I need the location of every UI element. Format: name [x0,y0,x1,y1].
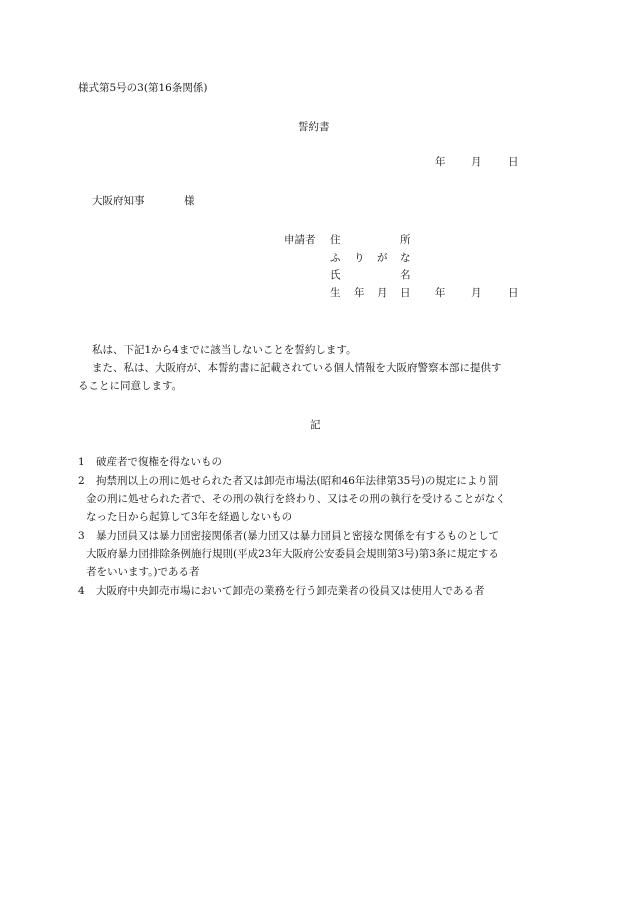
applicant-address-row [0,233,630,247]
applicant-name-row [0,268,630,282]
item-text-line: 大阪府暴力団排除条例施行規則(平成23年大阪府公安委員会規則第3号)第3条に規定する [86,548,499,560]
pledge-paragraph-2-line-2: ることに同意します。 [78,380,183,392]
address-label-2: 所 [400,234,411,246]
applicant-label: 申請者 [284,234,316,246]
form-number: 様式第5号の3(第16条関係) [78,82,208,94]
birth-month: 月 [471,287,482,299]
birth-day: 日 [508,287,519,299]
date-line [0,155,630,169]
birth-year: 年 [435,287,446,299]
furigana-char-1: ふ [330,252,341,264]
furigana-char-3: が [377,252,388,264]
addressee-honorific: 様 [184,195,195,207]
birth-label-4: 日 [400,287,411,299]
ki-heading: 記 [310,419,321,431]
addressee-name: 大阪府知事 [92,195,145,207]
item-number: 4 [78,585,85,597]
applicant-birth-row [0,286,630,300]
applicant-furigana-row [0,251,630,265]
document-title: 誓約書 [298,121,330,133]
pledge-paragraph-2-line-1: また、私は、大阪府が、本誓約書に記載されている個人情報を大阪府警察本部に提供す [92,362,502,374]
item-text-line: なった日から起算して3年を経過しないもの [86,511,293,523]
furigana-char-4: な [400,252,411,264]
item-number: 1 [78,456,85,468]
item-text-line: 者をいいます。)である者 [86,566,200,578]
birth-label-3: 月 [377,287,388,299]
birth-label-1: 生 [330,287,341,299]
date-day: 日 [508,156,519,168]
pledge-paragraph-1: 私は、下記1から4までに該当しないことを誓約します。 [92,344,357,356]
item-text-line: 大阪府中央卸売市場において卸売の業務を行う卸売業者の役員又は使用人である者 [96,585,485,597]
birth-label-2: 年 [354,287,365,299]
date-month: 月 [471,156,482,168]
item-number: 3 [78,530,85,542]
address-label-1: 住 [330,234,341,246]
name-label-2: 名 [400,269,411,281]
item-text-line: 拘禁刑以上の刑に処せられた者又は卸売市場法(昭和46年法律第35号)の規定により罰 [96,475,499,487]
date-year: 年 [435,156,446,168]
item-text-line: 金の刑に処せられた者で、その刑の執行を終わり、又はその刑の執行を受けることがなく [86,493,506,505]
item-number: 2 [78,475,85,487]
furigana-char-2: り [354,252,365,264]
item-text-line: 暴力団員又は暴力団密接関係者(暴力団又は暴力団員と密接な関係を有するものとして [96,530,500,542]
item-text-line: 破産者で復権を得ないもの [96,456,222,468]
addressee [0,194,630,208]
name-label-1: 氏 [330,269,341,281]
